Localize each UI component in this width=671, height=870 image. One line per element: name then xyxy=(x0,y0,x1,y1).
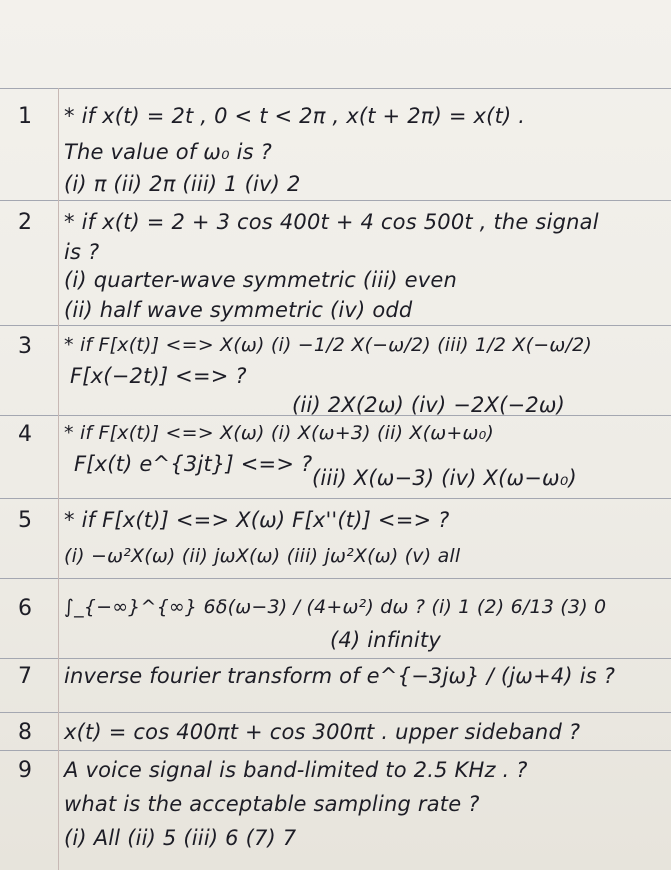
answer-options: (i) All (ii) 5 (iii) 6 (7) 7 xyxy=(64,826,297,850)
question-number: 2 xyxy=(18,210,32,235)
question-line: what is the acceptable sampling rate ? xyxy=(64,792,480,816)
question-line: is ? xyxy=(64,240,100,264)
answer-options: (ii) half wave symmetric (iv) odd xyxy=(64,298,413,322)
answer-options: (i) π (ii) 2π (iii) 1 (iv) 2 xyxy=(64,172,301,196)
question-line: ∫_{−∞}^{∞} 6δ(ω−3) / (4+ω²) dω ? (i) 1 (2) 6/13 (3) 0 xyxy=(64,596,607,618)
ruled-line xyxy=(0,200,671,201)
answer-options: (iii) X(ω−3) (iv) X(ω−ω₀) xyxy=(312,466,577,490)
question-number: 8 xyxy=(18,720,32,745)
question-line: F[x(−2t)] <=> ? xyxy=(70,364,247,388)
ruled-line xyxy=(0,498,671,499)
question-line: * if x(t) = 2t , 0 < t < 2π , x(t + 2π) = x(t) . xyxy=(64,104,526,128)
ruled-line xyxy=(0,712,671,713)
question-number: 5 xyxy=(18,508,32,533)
question-line: * if F[x(t)] <=> X(ω) (i) X(ω+3) (ii) X(ω+ω₀) xyxy=(64,422,495,444)
question-number: 7 xyxy=(18,664,32,689)
question-line: x(t) = cos 400πt + cos 300πt . upper sideband ? xyxy=(64,720,581,744)
question-line: The value of ω₀ is ? xyxy=(64,140,272,164)
answer-options: (ii) 2X(2ω) (iv) −2X(−2ω) xyxy=(292,393,566,417)
question-line: * if x(t) = 2 + 3 cos 400t + 4 cos 500t , the signal xyxy=(64,210,599,234)
question-line: F[x(t) e^{3jt}] <=> ? xyxy=(74,452,313,476)
question-number: 1 xyxy=(18,104,32,129)
answer-options: (i) quarter-wave symmetric (iii) even xyxy=(64,268,457,292)
question-number: 9 xyxy=(18,758,32,783)
question-number: 4 xyxy=(18,422,32,447)
ruled-line xyxy=(0,658,671,659)
question-line: A voice signal is band-limited to 2.5 KHz . ? xyxy=(64,758,528,782)
ruled-line xyxy=(0,750,671,751)
question-line: inverse fourier transform of e^{−3jω} / (jω+4) is ? xyxy=(64,664,616,688)
answer-options: (i) −ω²X(ω) (ii) jωX(ω) (iii) jω²X(ω) (v) all xyxy=(64,545,461,567)
ruled-line xyxy=(0,578,671,579)
question-line: * if F[x(t)] <=> X(ω) (i) −1/2 X(−ω/2) (iii) 1/2 X(−ω/2) xyxy=(64,334,593,356)
answer-options: (4) infinity xyxy=(330,628,441,652)
question-number: 3 xyxy=(18,334,32,359)
ruled-line xyxy=(0,88,671,89)
question-line: * if F[x(t)] <=> X(ω) F[x''(t)] <=> ? xyxy=(64,508,450,532)
margin-line xyxy=(58,88,59,870)
question-number: 6 xyxy=(18,596,32,621)
ruled-line xyxy=(0,325,671,326)
